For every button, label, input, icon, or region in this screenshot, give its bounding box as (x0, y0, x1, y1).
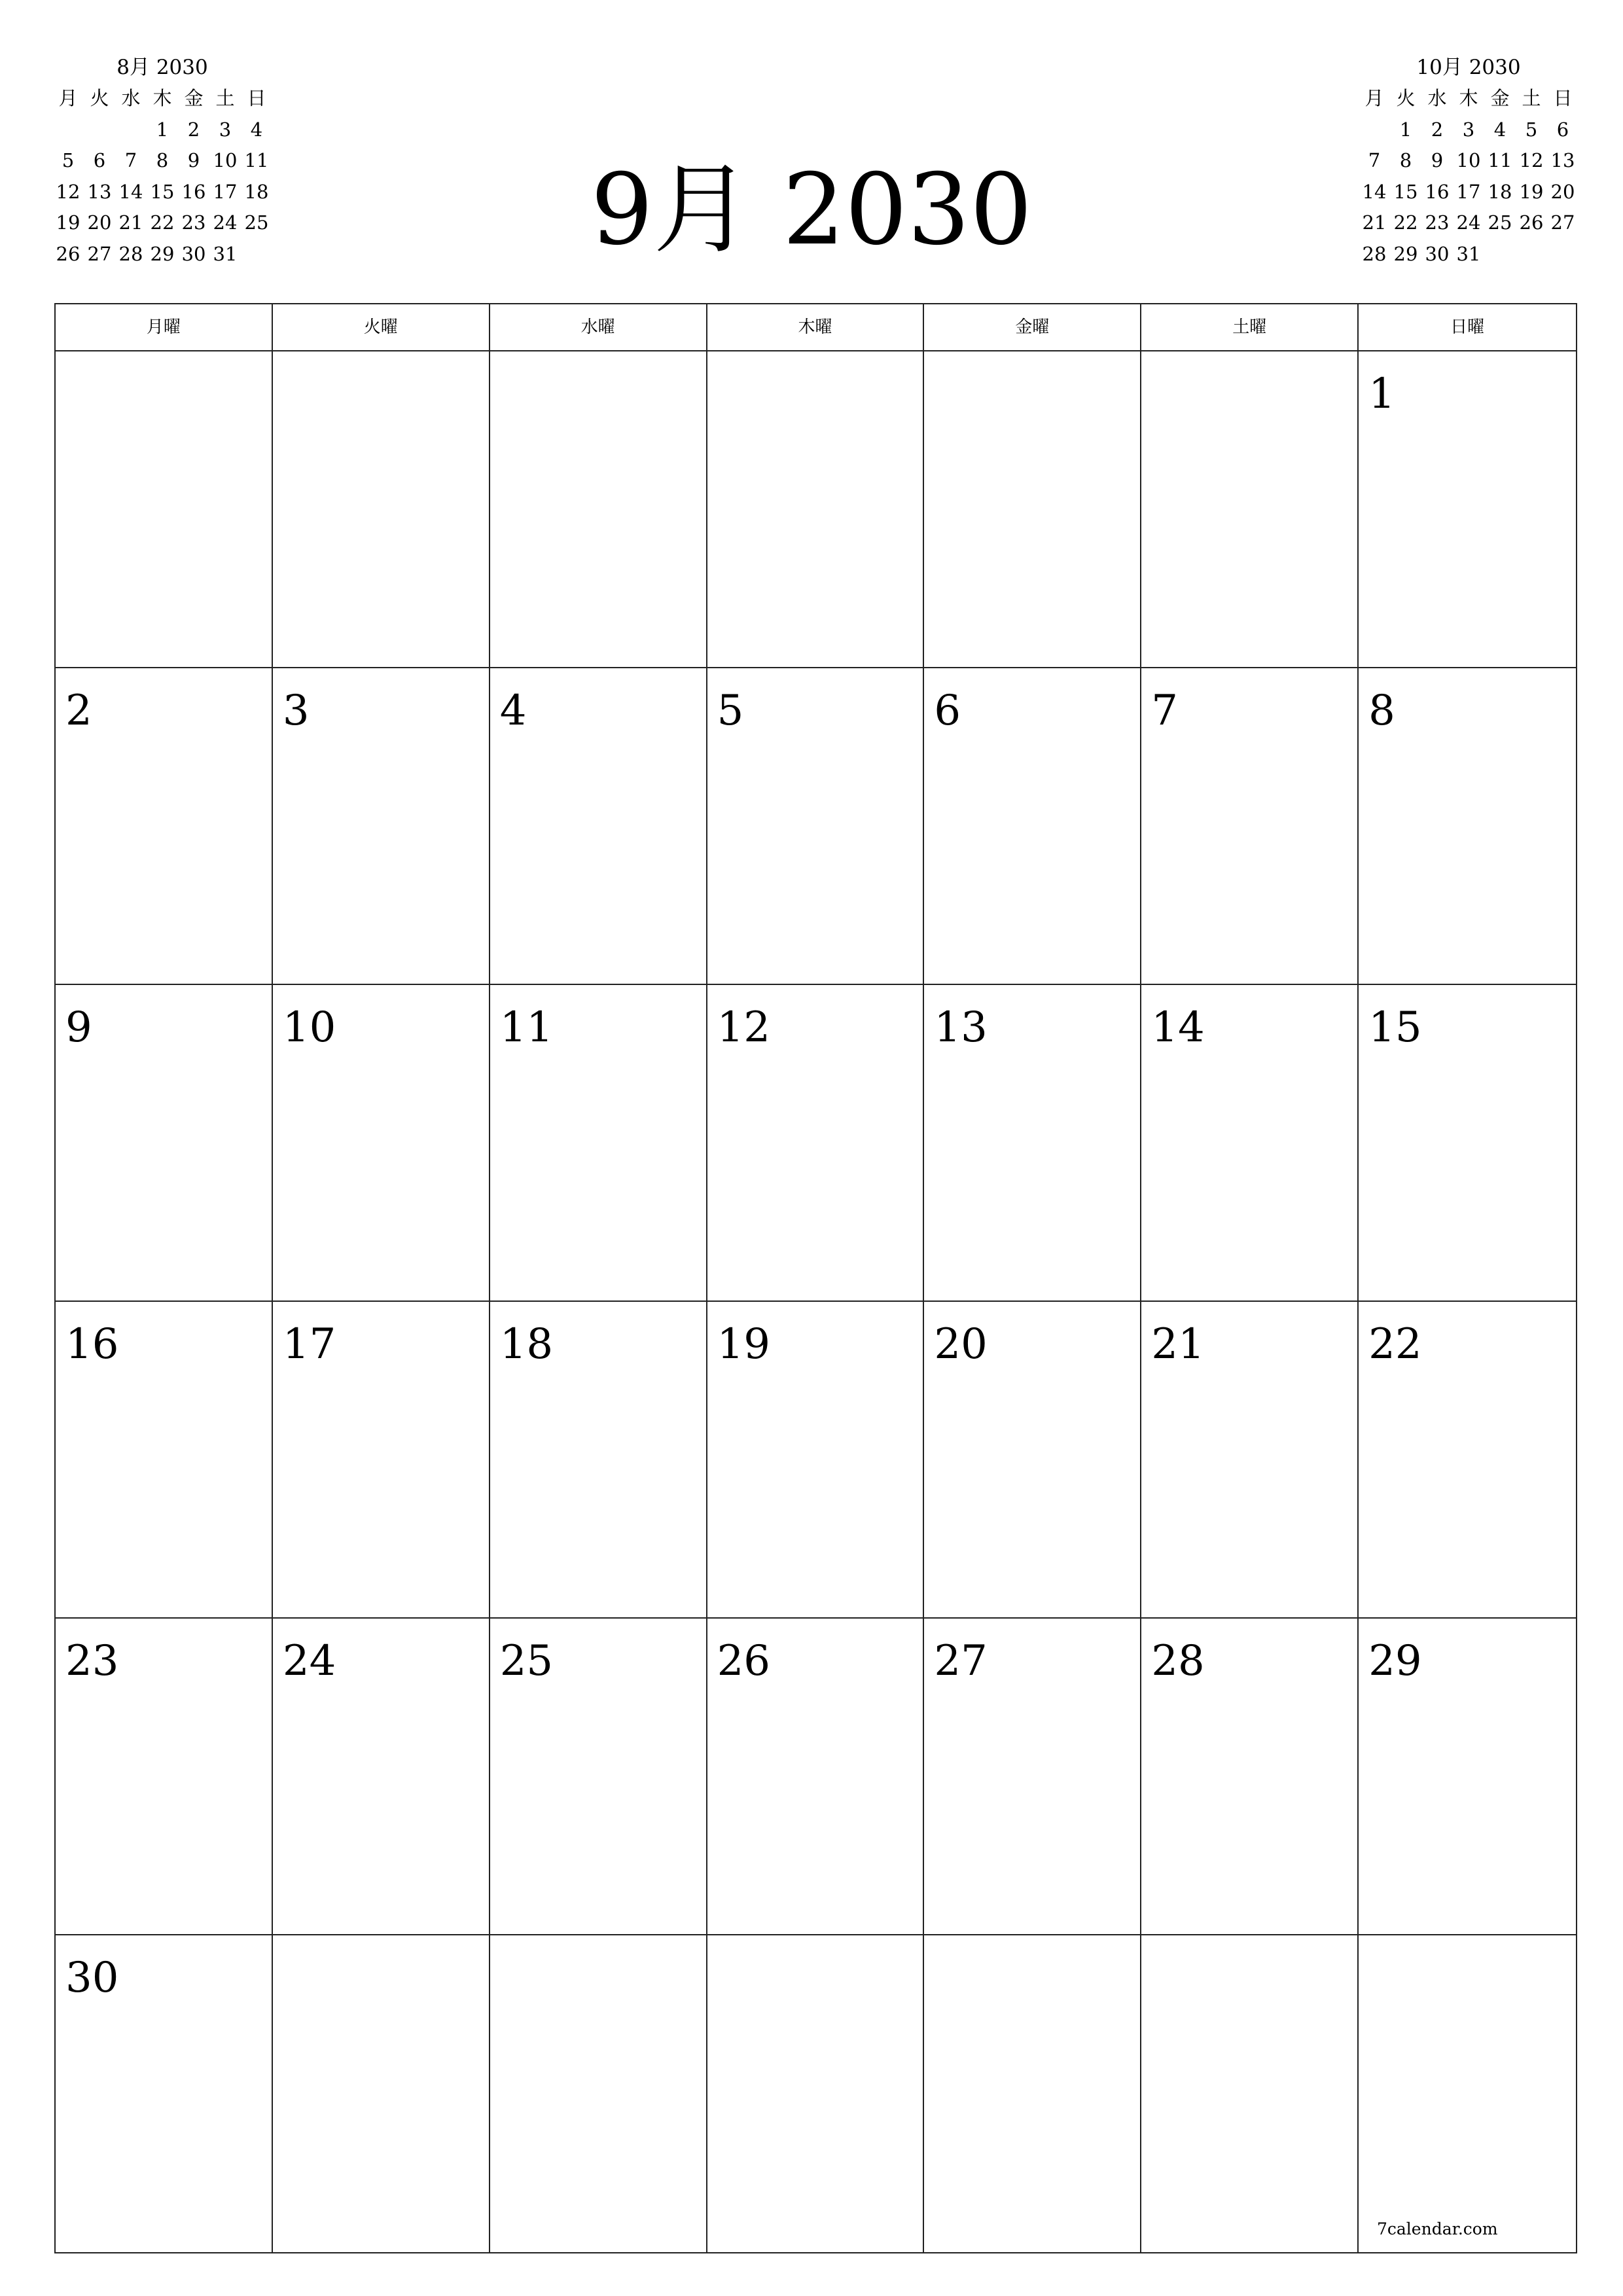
day-cell (1359, 985, 1576, 1302)
day-cell (1359, 351, 1576, 668)
weekday-header: 日曜 (1359, 304, 1576, 351)
day-number: 11 (499, 1003, 554, 1052)
day-number: 15 (1368, 1003, 1422, 1052)
day-number: 21 (1151, 1320, 1205, 1369)
mini-day: 4 (1493, 118, 1507, 141)
mini-weekday-label: 金 (1490, 87, 1510, 109)
day-cell (1141, 985, 1359, 1302)
mini-day: 16 (1425, 180, 1450, 203)
mini-day: 8 (156, 149, 169, 171)
day-cell (707, 985, 925, 1302)
empty-day-cell (707, 351, 925, 668)
month-grid (54, 303, 1577, 2253)
day-number: 29 (1368, 1637, 1422, 1685)
mini-empty-cell (52, 115, 84, 146)
mini-day: 28 (118, 242, 143, 265)
mini-empty-cell (84, 115, 115, 146)
day-cell (273, 985, 490, 1302)
day-cell (273, 1302, 490, 1619)
mini-day: 26 (56, 242, 80, 265)
mini-day: 29 (1393, 242, 1418, 265)
day-number: 24 (282, 1637, 336, 1685)
mini-calendar-title: 10月 2030 (1416, 56, 1521, 79)
mini-day: 1 (1399, 118, 1412, 141)
mini-weekday-label: 日 (1553, 87, 1573, 109)
mini-day: 15 (1393, 180, 1418, 203)
day-number: 6 (934, 687, 961, 735)
mini-day: 26 (1519, 211, 1544, 234)
day-number: 18 (499, 1320, 554, 1369)
mini-weekday-label: 水 (121, 87, 141, 109)
mini-day: 11 (1488, 149, 1512, 171)
mini-weekday-label: 金 (184, 87, 204, 109)
day-number: 19 (717, 1320, 770, 1369)
mini-weekday-label: 水 (1427, 87, 1447, 109)
mini-day: 31 (1456, 242, 1481, 265)
mini-day: 30 (1425, 242, 1450, 265)
mini-day: 2 (1431, 118, 1444, 141)
empty-day-cell (490, 1935, 707, 2252)
mini-day: 10 (1456, 149, 1481, 171)
day-cell (56, 668, 273, 985)
mini-empty-cell (1484, 239, 1516, 270)
mini-day: 31 (213, 242, 238, 265)
mini-empty-cell (1547, 239, 1578, 270)
mini-empty-cell (1359, 115, 1390, 146)
mini-weekday-label: 日 (247, 87, 266, 109)
mini-day: 19 (56, 211, 80, 234)
mini-day: 14 (118, 180, 143, 203)
mini-day: 25 (1488, 211, 1512, 234)
mini-day: 17 (213, 180, 238, 203)
empty-day-cell (707, 1935, 925, 2252)
mini-day: 25 (244, 211, 269, 234)
day-cell (273, 1619, 490, 1935)
mini-day: 19 (1519, 180, 1544, 203)
mini-weekday-label: 火 (90, 87, 109, 109)
mini-day: 2 (187, 118, 200, 141)
mini-empty-cell (1516, 239, 1547, 270)
day-number: 13 (934, 1003, 988, 1052)
mini-day: 24 (1456, 211, 1481, 234)
weekday-header: 火曜 (273, 304, 490, 351)
empty-day-cell (273, 351, 490, 668)
mini-day: 28 (1362, 242, 1387, 265)
day-cell (1359, 668, 1576, 985)
empty-day-cell (1141, 351, 1359, 668)
mini-day: 24 (213, 211, 238, 234)
footer-website: 7calendar.com (1377, 2219, 1498, 2238)
day-cell (1141, 1619, 1359, 1935)
mini-day: 7 (124, 149, 137, 171)
day-number: 10 (282, 1003, 336, 1052)
weekday-header: 金曜 (924, 304, 1141, 351)
day-cell (56, 1935, 273, 2252)
mini-day: 11 (244, 149, 269, 171)
mini-day: 13 (87, 180, 112, 203)
day-cell (1359, 1619, 1576, 1935)
day-number: 12 (717, 1003, 770, 1052)
mini-day: 18 (1488, 180, 1512, 203)
day-cell (490, 668, 707, 985)
empty-day-cell (924, 1935, 1141, 2252)
mini-day: 14 (1362, 180, 1387, 203)
empty-day-cell (1141, 1935, 1359, 2252)
day-cell (56, 1302, 273, 1619)
mini-day: 12 (56, 180, 80, 203)
mini-empty-cell (115, 115, 147, 146)
day-number: 16 (65, 1320, 119, 1369)
empty-day-cell (273, 1935, 490, 2252)
mini-day: 3 (1462, 118, 1475, 141)
mini-day: 4 (250, 118, 263, 141)
mini-weekday-label: 土 (1522, 87, 1541, 109)
day-number: 9 (65, 1003, 92, 1052)
day-cell (924, 668, 1141, 985)
day-number: 3 (282, 687, 310, 735)
mini-day: 21 (118, 211, 143, 234)
page-title: 9月 2030 (590, 153, 1033, 267)
day-cell (924, 1619, 1141, 1935)
day-cell (490, 1302, 707, 1619)
day-number: 30 (65, 1954, 119, 2002)
mini-day: 9 (187, 149, 200, 171)
mini-day: 6 (1556, 118, 1569, 141)
day-cell (490, 985, 707, 1302)
mini-day: 12 (1519, 149, 1544, 171)
day-number: 25 (499, 1637, 554, 1685)
mini-day: 21 (1362, 211, 1387, 234)
mini-calendar-grid (1359, 83, 1578, 270)
weekday-header: 水曜 (490, 304, 707, 351)
mini-day: 22 (150, 211, 175, 234)
mini-day: 9 (1431, 149, 1444, 171)
mini-day: 20 (87, 211, 112, 234)
day-number: 27 (934, 1637, 988, 1685)
day-number: 7 (1151, 687, 1178, 735)
day-cell (707, 668, 925, 985)
empty-day-cell (924, 351, 1141, 668)
mini-day: 23 (181, 211, 206, 234)
day-cell (924, 1302, 1141, 1619)
mini-day: 23 (1425, 211, 1450, 234)
day-cell (707, 1302, 925, 1619)
day-cell (56, 1619, 273, 1935)
mini-weekday-label: 月 (1364, 87, 1384, 109)
mini-calendar-title: 8月 2030 (116, 56, 208, 79)
mini-day: 30 (181, 242, 206, 265)
day-number: 4 (499, 687, 527, 735)
mini-day: 7 (1368, 149, 1381, 171)
mini-day: 6 (93, 149, 106, 171)
day-cell (924, 985, 1141, 1302)
day-number: 20 (934, 1320, 988, 1369)
mini-weekday-label: 月 (58, 87, 78, 109)
mini-day: 27 (87, 242, 112, 265)
mini-weekday-label: 木 (1459, 87, 1478, 109)
weekday-header: 土曜 (1141, 304, 1359, 351)
weekday-header: 月曜 (56, 304, 273, 351)
day-number: 1 (1368, 370, 1395, 418)
mini-day: 3 (219, 118, 232, 141)
mini-day: 16 (181, 180, 206, 203)
day-cell (56, 985, 273, 1302)
day-number: 22 (1368, 1320, 1422, 1369)
mini-day: 5 (1525, 118, 1538, 141)
mini-day: 29 (150, 242, 175, 265)
day-number: 8 (1368, 687, 1395, 735)
day-number: 28 (1151, 1637, 1205, 1685)
day-cell (707, 1619, 925, 1935)
day-cell (490, 1619, 707, 1935)
day-cell (1359, 1302, 1576, 1619)
day-cell (1141, 668, 1359, 985)
mini-day: 22 (1393, 211, 1418, 234)
day-number: 2 (65, 687, 92, 735)
day-number: 17 (282, 1320, 336, 1369)
day-number: 14 (1151, 1003, 1205, 1052)
empty-day-cell (1359, 1935, 1576, 2252)
weekday-header: 木曜 (707, 304, 925, 351)
mini-day: 1 (156, 118, 169, 141)
day-number: 26 (717, 1637, 770, 1685)
day-cell (1141, 1302, 1359, 1619)
empty-day-cell (56, 351, 273, 668)
mini-calendar-next-month (1359, 52, 1578, 270)
day-number: 5 (717, 687, 744, 735)
mini-day: 8 (1399, 149, 1412, 171)
mini-day: 5 (62, 149, 75, 171)
mini-day: 27 (1550, 211, 1575, 234)
mini-weekday-label: 火 (1396, 87, 1416, 109)
mini-weekday-label: 土 (215, 87, 235, 109)
mini-day: 20 (1550, 180, 1575, 203)
mini-weekday-label: 木 (152, 87, 172, 109)
day-number: 23 (65, 1637, 119, 1685)
day-cell (273, 668, 490, 985)
mini-day: 13 (1550, 149, 1575, 171)
mini-day: 18 (244, 180, 269, 203)
mini-day: 15 (150, 180, 175, 203)
mini-day: 10 (213, 149, 238, 171)
empty-day-cell (490, 351, 707, 668)
mini-day: 17 (1456, 180, 1481, 203)
